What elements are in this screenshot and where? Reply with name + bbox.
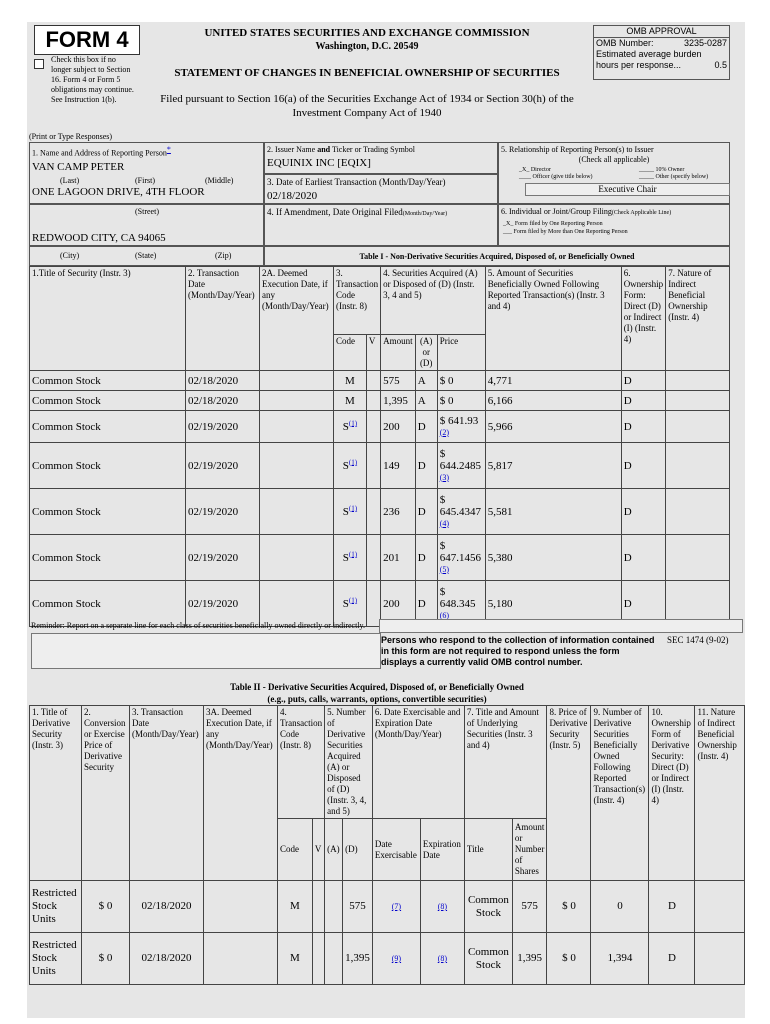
t1-sub-amount: Amount: [381, 335, 416, 371]
price: [437, 535, 485, 581]
t2-sub-a: (A): [325, 819, 343, 881]
underlying-amount: [512, 933, 547, 985]
owned-following-text: 5,581: [487, 505, 513, 518]
acquired-disposed-text: A: [417, 394, 426, 407]
reminder-text: Reminder: Report on a separate line for each class of securities beneficially owned directly or indirectly.: [31, 621, 366, 630]
ownership-form: [621, 371, 666, 391]
code-footnote-link[interactable]: (1): [348, 595, 358, 604]
transaction-date: [130, 933, 204, 985]
table-row: [30, 443, 730, 489]
director-option: _X_ Director: [519, 167, 551, 173]
derivative-title: [30, 881, 82, 933]
price: [437, 443, 485, 489]
ownership-form: [649, 933, 695, 985]
acquired-disposed: [415, 391, 437, 411]
nature-of-ownership: [695, 933, 745, 985]
omb-approval-box: [593, 25, 730, 80]
amount: [381, 535, 416, 581]
owned-following: [591, 881, 649, 933]
ownership-form: [621, 489, 666, 535]
security-title-text: Common Stock: [32, 551, 101, 564]
conversion-price: [82, 933, 130, 985]
underlying-amount: [512, 881, 547, 933]
ownership-form-text: D: [667, 952, 676, 964]
security-title-text: Common Stock: [32, 597, 101, 610]
owned-following-text: 5,817: [487, 459, 513, 472]
relationship-sub: (Check all applicable): [578, 155, 650, 164]
filing-box: [498, 204, 730, 246]
last-label: (Last): [60, 176, 80, 185]
nature-of-ownership: [666, 411, 730, 443]
ownership-form-text: D: [623, 420, 632, 433]
transaction-code-text: S: [342, 459, 349, 472]
deemed-date: [204, 881, 278, 933]
table-row: [30, 535, 730, 581]
code-footnote-link[interactable]: (1): [348, 549, 358, 558]
amount-text: 200: [383, 597, 400, 610]
transaction-code: [334, 535, 367, 581]
t1-sub-aord: (A) or (D): [415, 335, 437, 371]
street-box: [29, 204, 264, 246]
ownership-form: [621, 535, 666, 581]
deemed-date: [204, 933, 278, 985]
amount: [381, 391, 416, 411]
relationship-label: 5. Relationship of Reporting Person(s) to Issuer: [501, 145, 654, 154]
table-row: [30, 933, 745, 985]
transaction-date-text: 02/18/2020: [141, 900, 192, 912]
transaction-code-text: M: [345, 374, 355, 387]
street-label: (Street): [135, 207, 159, 216]
transaction-code-text: S: [342, 551, 349, 564]
amount: [381, 443, 416, 489]
other-option: _____ Other (specify below): [639, 174, 709, 180]
price: [437, 391, 485, 411]
transaction-date-text: 02/19/2020: [188, 551, 239, 564]
ownership-form-text: D: [667, 900, 676, 912]
persons-note-left-field: [31, 633, 381, 669]
name-label: 1. Name and Address of Reporting Person*: [32, 145, 171, 158]
price-footnote-link[interactable]: (4): [439, 518, 450, 528]
nature-of-ownership: [695, 881, 745, 933]
underlying-amount-text: 1,395: [517, 952, 543, 964]
transaction-date: [186, 411, 260, 443]
disposed-d: [343, 933, 373, 985]
deemed-date: [260, 371, 334, 391]
t2-sub-d: (D): [343, 819, 373, 881]
price: [437, 411, 485, 443]
t2-h-price: 8. Price of Derivative Security (Instr. 5): [547, 706, 591, 881]
acquired-disposed-text: D: [417, 505, 426, 518]
v-flag: [366, 535, 380, 581]
issuer-name: EQUINIX INC [EQIX]: [267, 157, 371, 169]
price: [437, 371, 485, 391]
price-footnote-link[interactable]: (5): [439, 564, 450, 574]
omb-hours: 0.5: [714, 60, 727, 70]
owned-following-text: 0: [617, 900, 623, 912]
transaction-code-text: S: [342, 420, 349, 433]
conversion-price-text: $ 0: [98, 900, 113, 912]
transaction-date: [130, 881, 204, 933]
name-footnote-link[interactable]: *: [166, 145, 171, 154]
nature-of-ownership: [666, 535, 730, 581]
security-title-text: Common Stock: [32, 459, 101, 472]
omb-title: OMB APPROVAL: [594, 26, 729, 38]
price-text: $ 645.4347: [439, 493, 481, 518]
owned-following-text: 4,771: [487, 374, 513, 387]
owned-following: [485, 443, 621, 489]
derivative-price-text: $ 0: [562, 952, 576, 964]
table1-title: Table I - Non-Derivative Securities Acquired, Disposed of, or Beneficially Owned: [359, 252, 635, 261]
table1-title-box: [264, 246, 730, 266]
security-title-text: Common Stock: [32, 420, 101, 433]
acquired-a: [325, 933, 343, 985]
filing-label: 6. Individual or Joint/Group Filing(Check Applicable Line): [501, 207, 672, 216]
t1-h-date: 2. Transaction Date (Month/Day/Year): [186, 267, 260, 371]
date-exercisable: [372, 881, 420, 933]
amount-text: 200: [383, 420, 400, 433]
filing-option-group: ___ Form filed by More than One Reporting Person: [503, 229, 628, 235]
t1-sub-code: Code: [334, 335, 367, 371]
price-text: $ 641.93: [439, 414, 479, 427]
ownership-form-text: D: [623, 459, 632, 472]
table2-derivative: [29, 705, 745, 985]
underlying-title: [464, 881, 512, 933]
ownership-form-text: D: [623, 597, 632, 610]
underlying-title-text: Common Stock: [467, 945, 509, 971]
print-type-note: (Print or Type Responses): [29, 132, 113, 141]
ownership-form-text: D: [623, 394, 632, 407]
t1-sub-price: Price: [437, 335, 485, 371]
nature-of-ownership: [666, 443, 730, 489]
agency-city: Washington, D.C. 20549: [315, 41, 419, 52]
derivative-price-text: $ 0: [562, 900, 576, 912]
t2-sub-v: V: [312, 819, 324, 881]
security-title-text: Common Stock: [32, 505, 101, 518]
amount-text: 149: [383, 459, 400, 472]
underlying-title: [464, 933, 512, 985]
acquired-disposed: [415, 535, 437, 581]
deemed-date: [260, 391, 334, 411]
v-flag: [366, 443, 380, 489]
t1-h-title: 1.Title of Security (Instr. 3): [30, 267, 186, 371]
security-title: [30, 411, 186, 443]
t1-h-form: 6. Ownership Form: Direct (D) or Indirect (I) (Instr. 4): [621, 267, 666, 371]
owned-following: [485, 489, 621, 535]
t2-sub-exercisable: Date Exercisable: [372, 819, 420, 881]
price-text: $ 0: [439, 394, 454, 407]
code-footnote-link[interactable]: (1): [348, 503, 358, 512]
amount: [381, 411, 416, 443]
security-title: [30, 489, 186, 535]
table2-title: Table II - Derivative Securities Acquired, Disposed of, or Beneficially Owned: [230, 682, 524, 692]
acquired-disposed-text: D: [417, 459, 426, 472]
transaction-date: [186, 391, 260, 411]
table-row: [30, 411, 730, 443]
acquired-disposed: [415, 443, 437, 489]
owned-following-text: 5,966: [487, 420, 513, 433]
t2-h-conversion: 2. Conversion or Exercise Price of Derivative Security: [82, 706, 130, 881]
omb-hours-label: hours per response...: [596, 60, 682, 70]
underlying-amount-text: 575: [521, 900, 538, 912]
v-flag: [366, 391, 380, 411]
transaction-code: [334, 443, 367, 489]
reminder-field: [379, 619, 743, 633]
persons-note: Persons who respond to the collection of information contained in this form are not required to respond unless the form displays a currently valid OMB control number.: [381, 635, 655, 667]
filed-pursuant-line2: Investment Company Act of 1940: [292, 107, 442, 119]
earliest-date-box: [264, 174, 498, 204]
code-footnote-link[interactable]: (1): [348, 418, 358, 427]
issuer-box: [264, 142, 498, 174]
reporting-address: ONE LAGOON DRIVE, 4TH FLOOR: [32, 186, 205, 198]
transaction-code: [334, 581, 367, 627]
t2-h-date: 3. Transaction Date (Month/Day/Year): [130, 706, 204, 881]
price-footnote-link[interactable]: (6): [439, 610, 450, 620]
security-title: [30, 443, 186, 489]
exercisable-footnote-link[interactable]: (7): [391, 902, 402, 911]
reporting-person-name: VAN CAMP PETER: [32, 160, 125, 173]
t1-h-owned: 5. Amount of Securities Beneficially Owned Following Reported Transaction(s) (Instr. 3 and 4): [485, 267, 621, 371]
derivative-title-text: Restricted Stock Units: [32, 887, 77, 925]
v-flag: [312, 881, 324, 933]
price-footnote-link[interactable]: (3): [439, 472, 450, 482]
omb-number: 3235-0287: [683, 38, 727, 48]
ownership-form: [621, 443, 666, 489]
code-footnote-link[interactable]: (1): [348, 457, 358, 466]
security-title-text: Common Stock: [32, 374, 101, 387]
city-label: (City): [60, 251, 80, 260]
nature-of-ownership: [666, 391, 730, 411]
price-footnote-link[interactable]: (2): [439, 427, 450, 437]
security-title: [30, 581, 186, 627]
transaction-code-text: S: [342, 505, 349, 518]
ownership-form-text: D: [623, 505, 632, 518]
underlying-title-text: Common Stock: [467, 893, 509, 919]
amount: [381, 489, 416, 535]
expiration-date: [420, 881, 464, 933]
officer-option: ____ Officer (give title below): [519, 174, 593, 180]
owned-following: [485, 391, 621, 411]
table2-subtitle: (e.g., puts, calls, warrants, options, convertible securities): [267, 694, 487, 704]
transaction-code-text: S: [342, 597, 349, 610]
derivative-price: [547, 881, 591, 933]
owned-following: [485, 411, 621, 443]
owned-following: [485, 535, 621, 581]
transaction-code-text: M: [290, 952, 300, 964]
t2-h-underlying: 7. Title and Amount of Underlying Securities (Instr. 3 and 4): [464, 706, 547, 819]
acquired-disposed: [415, 489, 437, 535]
t1-h-deemed: 2A. Deemed Execution Date, if any (Month/Day/Year): [260, 267, 334, 371]
amendment-box: [264, 204, 498, 246]
ten-pct-owner-option: _____ 10% Owner: [639, 167, 685, 173]
transaction-date: [186, 443, 260, 489]
amount-text: 1,395: [383, 394, 408, 407]
agency-name: UNITED STATES SECURITIES AND EXCHANGE COMMISSION: [204, 27, 530, 39]
state-label: (State): [135, 251, 157, 260]
v-flag: [366, 489, 380, 535]
t2-h-form: 10. Ownership Form of Derivative Security: Direct (D) or Indirect (I) (Instr. 4): [649, 706, 695, 881]
transaction-code: [334, 411, 367, 443]
acquired-disposed-text: A: [417, 374, 426, 387]
deemed-date: [260, 535, 334, 581]
ownership-form: [621, 391, 666, 411]
conversion-price-text: $ 0: [98, 952, 113, 964]
transaction-date-text: 02/18/2020: [188, 374, 239, 387]
expiration-footnote-link[interactable]: (8): [437, 954, 448, 963]
t2-sub-code: Code: [278, 819, 313, 881]
check-box-instructions: Check this box if no longer subject to Section 16. Form 4 or Form 5 obligations may continue. See Instruction 1(b).: [51, 55, 134, 104]
deemed-date: [260, 581, 334, 627]
disposed-d-text: 575: [349, 900, 366, 912]
disposed-d-text: 1,395: [345, 952, 370, 964]
security-title: [30, 391, 186, 411]
t2-h-owned: 9. Number of Derivative Securities Beneficially Owned Following Reported Transaction(s) (Instr. 4): [591, 706, 649, 881]
ownership-form: [621, 411, 666, 443]
transaction-date-text: 02/18/2020: [141, 952, 192, 964]
t1-h-nature: 7. Nature of Indirect Beneficial Ownership (Instr. 4): [666, 267, 730, 371]
acquired-disposed: [415, 411, 437, 443]
transaction-code: [334, 371, 367, 391]
table-row: [30, 881, 745, 933]
price-text: $ 644.2485: [439, 447, 481, 472]
transaction-code-text: M: [345, 394, 355, 407]
sec-code: SEC 1474 (9-02): [667, 635, 729, 645]
transaction-date-text: 02/19/2020: [188, 459, 239, 472]
transaction-date-text: 02/19/2020: [188, 597, 239, 610]
transaction-code-text: M: [290, 900, 300, 912]
v-flag: [366, 411, 380, 443]
nature-of-ownership: [666, 371, 730, 391]
derivative-title: [30, 933, 82, 985]
amount-text: 236: [383, 505, 400, 518]
transaction-date: [186, 581, 260, 627]
transaction-code: [278, 933, 313, 985]
omb-burden-label: Estimated average burden: [596, 49, 702, 59]
transaction-date: [186, 371, 260, 391]
t1-sub-v: V: [366, 335, 380, 371]
earliest-date-value: 02/18/2020: [267, 190, 318, 202]
price-text: $ 647.1456: [439, 539, 481, 564]
city-state-zip-box: [29, 246, 264, 266]
filing-option-one: _X_ Form filed by One Reporting Person: [503, 221, 603, 227]
t2-h-number: 5. Number of Derivative Securities Acquired (A) or Disposed of (D) (Instr. 3, 4, and 5): [325, 706, 373, 819]
disposed-d: [343, 881, 373, 933]
owned-following-text: 6,166: [487, 394, 513, 407]
amount-text: 575: [383, 374, 400, 387]
officer-title-field: Executive Chair: [525, 183, 730, 196]
t2-sub-title: Title: [464, 819, 512, 881]
table-row: [30, 371, 730, 391]
table-row: [30, 489, 730, 535]
v-flag: [366, 371, 380, 391]
transaction-date: [186, 535, 260, 581]
amount: [381, 371, 416, 391]
filed-pursuant-line1: Filed pursuant to Section 16(a) of the Securities Exchange Act of 1934 or Section 30(h) of the: [160, 93, 574, 105]
t2-sub-amount: Amount or Number of Shares: [512, 819, 547, 881]
transaction-code: [334, 489, 367, 535]
acquired-disposed-text: D: [417, 597, 426, 610]
zip-label: (Zip): [215, 251, 232, 260]
nature-of-ownership: [666, 489, 730, 535]
ownership-form: [649, 881, 695, 933]
table-row: [30, 391, 730, 411]
security-title-text: Common Stock: [32, 394, 101, 407]
earliest-date-label: 3. Date of Earliest Transaction (Month/Day/Year): [267, 177, 446, 187]
form-title: FORM 4: [34, 25, 140, 55]
no-longer-subject-checkbox[interactable]: [34, 56, 44, 74]
transaction-date-text: 02/19/2020: [188, 420, 239, 433]
middle-label: (Middle): [205, 176, 234, 185]
t2-h-title: 1. Title of Derivative Security (Instr. 3): [30, 706, 82, 881]
conversion-price: [82, 881, 130, 933]
relationship-box: [498, 142, 730, 204]
amendment-label: 4. If Amendment, Date Original Filed(Month/Day/Year): [267, 207, 448, 217]
t2-h-code: 4. Transaction Code (Instr. 8): [278, 706, 325, 819]
t2-h-dates: 6. Date Exercisable and Expiration Date (Month/Day/Year): [372, 706, 464, 819]
t2-sub-expiration: Expiration Date: [420, 819, 464, 881]
deemed-date: [260, 443, 334, 489]
deemed-date: [260, 411, 334, 443]
transaction-code: [334, 391, 367, 411]
deemed-date: [260, 489, 334, 535]
ownership-form-text: D: [623, 551, 632, 564]
security-title: [30, 371, 186, 391]
exercisable-footnote-link[interactable]: (9): [391, 954, 402, 963]
issuer-label: 2. Issuer Name and Ticker or Trading Symbol: [267, 145, 416, 154]
expiration-date: [420, 933, 464, 985]
t2-h-deemed: 3A. Deemed Execution Date, if any (Month/Day/Year): [204, 706, 278, 881]
statement-title: STATEMENT OF CHANGES IN BENEFICIAL OWNERSHIP OF SECURITIES: [174, 67, 560, 79]
owned-following-text: 5,380: [487, 551, 513, 564]
table1-non-derivative: [29, 266, 730, 627]
transaction-date-text: 02/19/2020: [188, 505, 239, 518]
security-title: [30, 535, 186, 581]
reporting-city: REDWOOD CITY, CA 94065: [32, 232, 166, 244]
acquired-disposed-text: D: [417, 420, 426, 433]
omb-number-label: OMB Number:: [596, 38, 654, 48]
v-flag: [312, 933, 324, 985]
acquired-disposed: [415, 371, 437, 391]
first-label: (First): [135, 176, 155, 185]
form-sheet: [27, 22, 745, 1018]
expiration-footnote-link[interactable]: (8): [437, 902, 448, 911]
owned-following: [485, 371, 621, 391]
date-exercisable: [372, 933, 420, 985]
price: [437, 489, 485, 535]
amount-text: 201: [383, 551, 400, 564]
reporting-person-box: [29, 142, 264, 204]
owned-following-text: 5,180: [487, 597, 513, 610]
t2-h-nature: 11. Nature of Indirect Beneficial Ownership (Instr. 4): [695, 706, 745, 881]
transaction-code: [278, 881, 313, 933]
acquired-a: [325, 881, 343, 933]
t1-h-acquired: 4. Securities Acquired (A) or Disposed of (D) (Instr. 3, 4 and 5): [381, 267, 486, 335]
price-text: $ 0: [439, 374, 454, 387]
acquired-disposed-text: D: [417, 551, 426, 564]
t1-h-code: 3. Transaction Code (Instr. 8): [334, 267, 381, 335]
owned-following: [591, 933, 649, 985]
price-text: $ 648.345: [439, 585, 476, 610]
derivative-title-text: Restricted Stock Units: [32, 939, 77, 977]
derivative-price: [547, 933, 591, 985]
transaction-date-text: 02/18/2020: [188, 394, 239, 407]
transaction-date: [186, 489, 260, 535]
owned-following-text: 1,394: [607, 952, 633, 964]
ownership-form-text: D: [623, 374, 632, 387]
